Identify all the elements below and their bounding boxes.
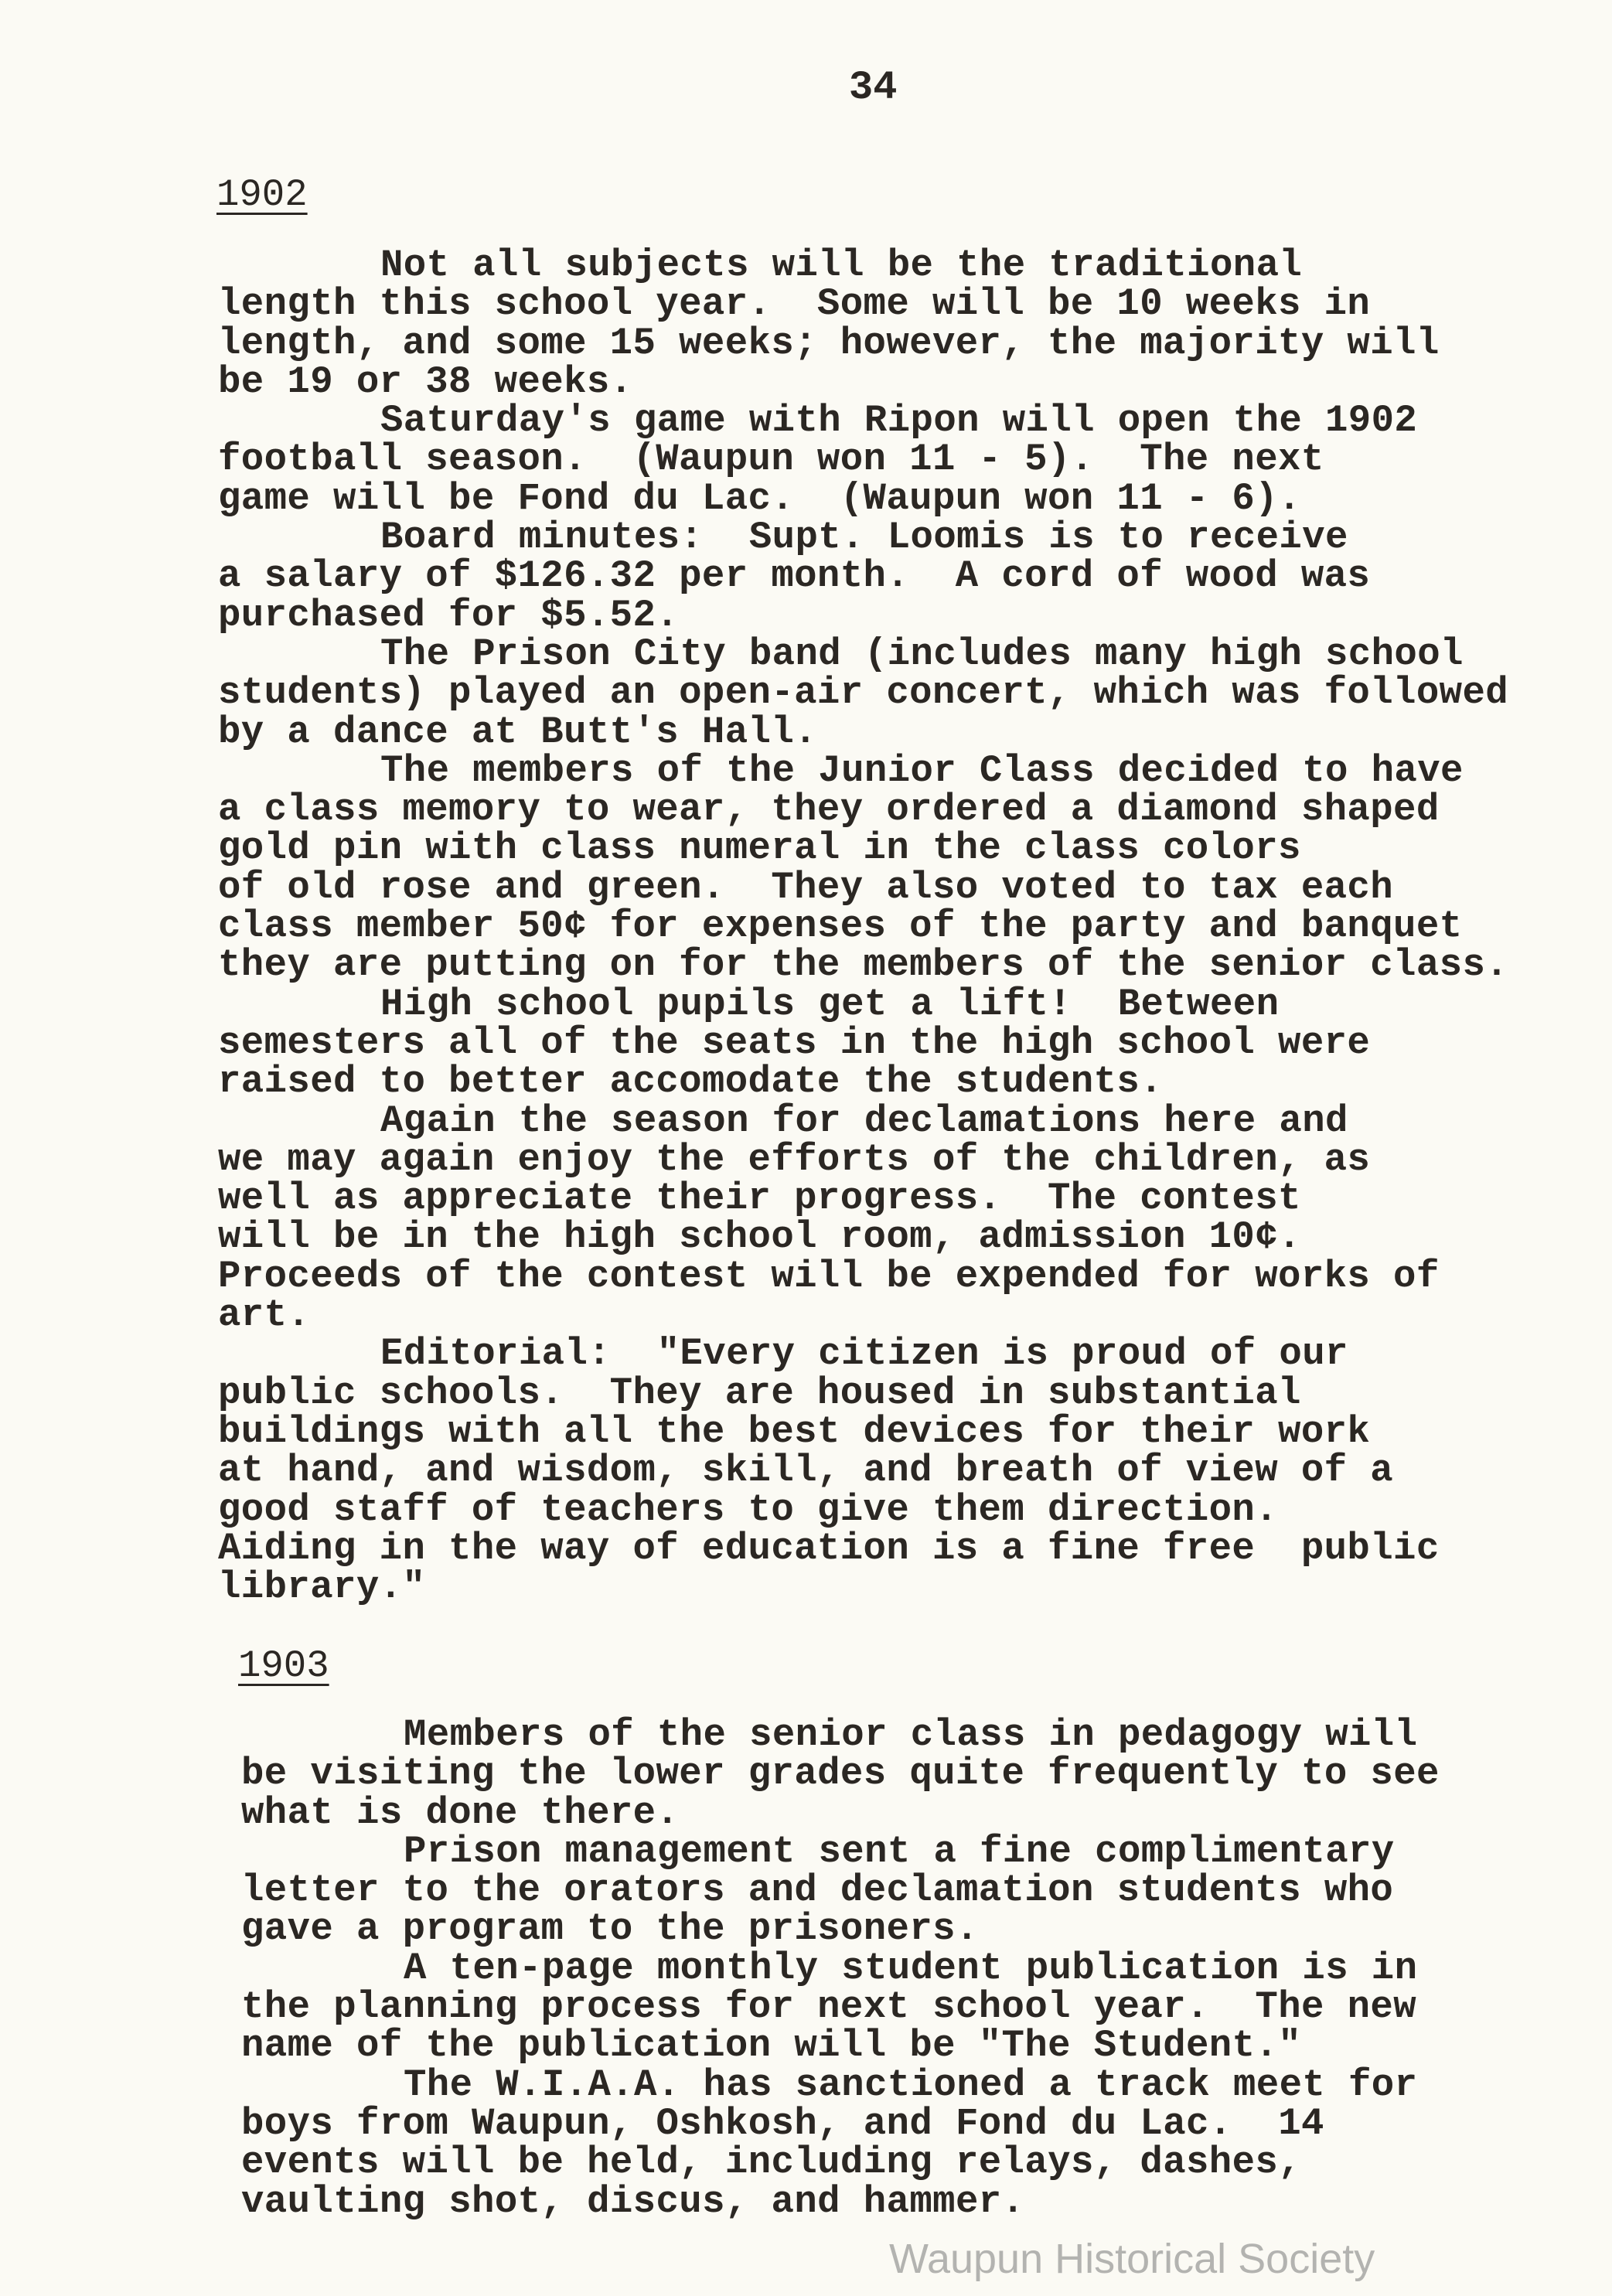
paragraph <box>218 401 1508 518</box>
text-line: High school pupils get a lift! Between <box>380 982 1280 1026</box>
text-line: length this school year. Some will be 10 weeks in <box>218 282 1371 326</box>
text-line: be visiting the lower grades quite frequently to see <box>241 1752 1440 1796</box>
text-line: length, and some 15 weeks; however, the majority will <box>218 321 1440 365</box>
text-line: of old rose and green. They also voted to tax each <box>218 865 1394 909</box>
text-line: good staff of teachers to give them direction. <box>218 1487 1279 1531</box>
text-line: purchased for $5.52. <box>218 593 680 637</box>
page-number: 34 <box>849 65 898 111</box>
text-line: The members of the Junior Class decided to have <box>380 748 1464 792</box>
text-line: letter to the orators and declamation students who <box>241 1868 1394 1913</box>
text-line: the planning process for next school year. The new <box>241 1985 1417 2029</box>
paragraph <box>241 1829 1440 1951</box>
text-line: The W.I.A.A. has sanctioned a track meet for <box>404 2063 1418 2107</box>
paragraph <box>218 748 1509 987</box>
text-line: The Prison City band (includes many high school <box>380 632 1464 676</box>
text-line: gave a program to the prisoners. <box>241 1907 979 1951</box>
text-line: Not all subjects will be the traditional <box>380 244 1303 287</box>
text-line: events will be held, including relays, dashes, <box>241 2141 1302 2185</box>
section-1903-body <box>241 1715 1440 2221</box>
text-line: raised to better accomodate the students. <box>218 1060 1163 1104</box>
text-line: gold pin with class numeral in the class colors <box>218 826 1301 870</box>
text-line: Board minutes: Supt. Loomis is to receive <box>380 516 1348 560</box>
text-line: football season. (Waupun won 11 - 5). The next <box>218 438 1324 482</box>
text-line: will be in the high school room, admission 10¢. <box>218 1215 1301 1259</box>
paragraph <box>218 1099 1508 1337</box>
text-line: semesters all of the seats in the high school were <box>218 1020 1371 1065</box>
text-line: A ten-page monthly student publication is in <box>404 1946 1418 1990</box>
text-line: at hand, and wisdom, skill, and breath of view of a <box>218 1449 1394 1493</box>
paragraph <box>218 518 1508 635</box>
paragraph <box>241 1946 1440 2068</box>
text-line: Aiding in the way of education is a fine free public <box>218 1526 1440 1570</box>
text-line: art. <box>218 1293 311 1337</box>
text-line: Saturday's game with Ripon will open the 1902 <box>380 399 1418 443</box>
text-line: Members of the senior class in pedagogy will <box>404 1713 1418 1756</box>
text-line: we may again enjoy the efforts of the children, as <box>218 1137 1371 1181</box>
text-line: what is done there. <box>241 1790 680 1834</box>
text-line: class member 50¢ for expenses of the party and banquet <box>218 904 1463 949</box>
text-line: Again the season for declamations here and <box>380 1099 1348 1143</box>
paragraph <box>218 982 1508 1104</box>
text-line: Proceeds of the contest will be expended for works of <box>218 1254 1440 1298</box>
paragraph <box>241 1715 1440 1832</box>
text-line: Prison management sent a fine complimentary <box>404 1829 1395 1873</box>
text-line: name of the publication will be "The Student." <box>241 2024 1302 2068</box>
watermark: Waupun Historical Society <box>889 2236 1375 2282</box>
text-line: be 19 or 38 weeks. <box>218 359 633 404</box>
text-line: public schools. They are housed in substantial <box>218 1371 1301 1415</box>
text-line: Editorial: "Every citizen is proud of our <box>380 1332 1348 1376</box>
text-line: by a dance at Butt's Hall. <box>218 710 817 754</box>
text-line: students) played an open-air concert, which was followed <box>218 671 1509 715</box>
paragraph <box>241 2063 1440 2223</box>
text-line: library." <box>218 1565 426 1610</box>
text-line: a salary of $126.32 per month. A cord of wood was <box>218 554 1371 598</box>
paragraph <box>218 632 1509 754</box>
text-line: vaulting shot, discus, and hammer. <box>241 2179 1025 2223</box>
paragraph <box>218 1332 1508 1610</box>
text-line: buildings with all the best devices for their work <box>218 1409 1371 1453</box>
text-line: they are putting on for the members of the senior class. <box>218 943 1509 987</box>
text-line: well as appreciate their progress. The contest <box>218 1177 1301 1221</box>
text-line: boys from Waupun, Oshkosh, and Fond du Lac. 14 <box>241 2101 1324 2145</box>
section-1902-body <box>218 244 1509 1610</box>
text-line: a class memory to wear, they ordered a diamond shaped <box>218 788 1440 832</box>
year-heading-1903: 1903 <box>238 1644 329 1688</box>
text-line: game will be Fond du Lac. (Waupun won 11 - 6). <box>218 476 1301 520</box>
year-heading-1902: 1902 <box>216 173 308 216</box>
paragraph <box>218 244 1508 404</box>
